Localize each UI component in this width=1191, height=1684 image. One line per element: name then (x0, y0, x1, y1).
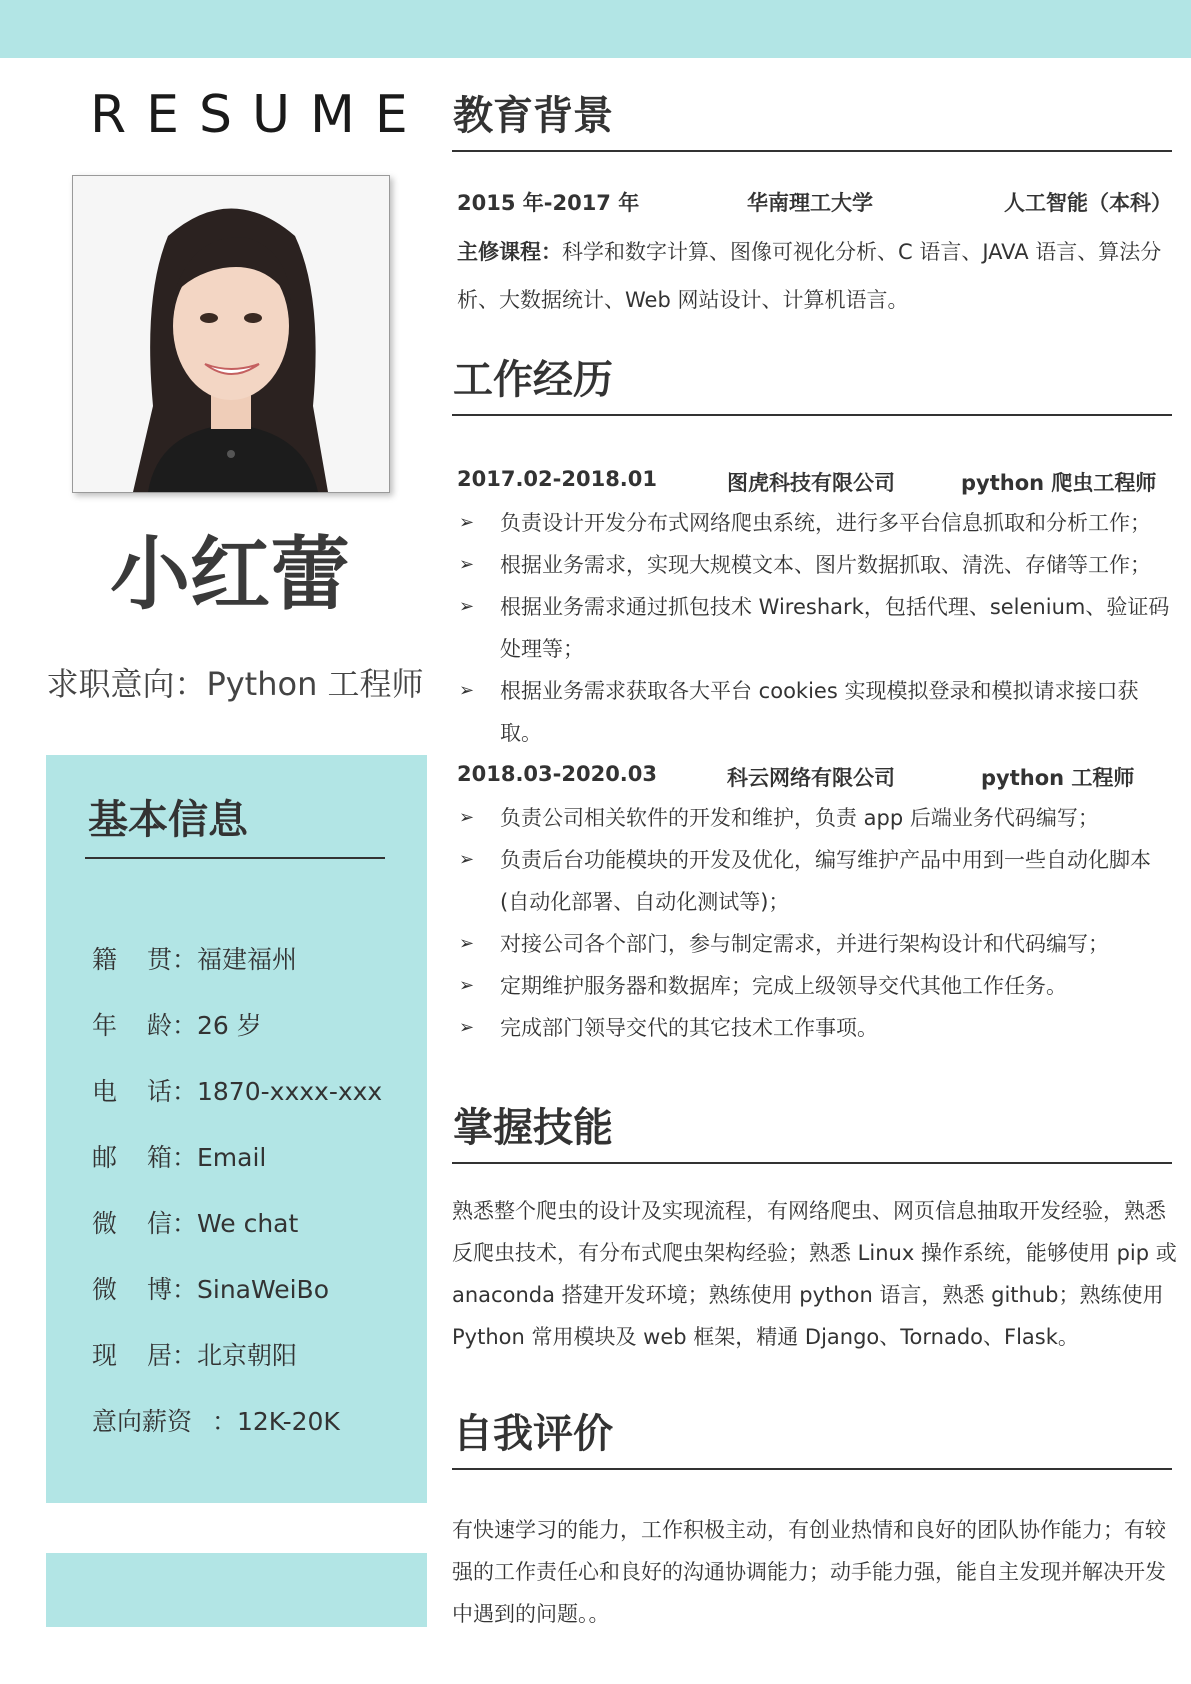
arrow-bullet-icon: ➢ (459, 975, 475, 996)
self-eval-heading: 自我评价 (453, 1411, 613, 1457)
education-divider (452, 150, 1172, 152)
info-label: 微信 (92, 1209, 172, 1238)
list-item: ➢ 对接公司各个部门，参与制定需求，并进行架构设计和代码编写； (457, 923, 1179, 965)
list-item: ➢ 定期维护服务器和数据库；完成上级领导交代其他工作任务。 (457, 965, 1179, 1007)
list-item: ➢ 负责公司相关软件的开发和维护，负责 app 后端业务代码编写； (457, 797, 1179, 839)
courses-label: 主修课程： (457, 240, 562, 264)
profile-photo (72, 175, 390, 493)
info-label: 电话 (92, 1077, 172, 1106)
list-item: ➢ 负责设计开发分布式网络爬虫系统，进行多平台信息抓取和分析工作； (457, 502, 1179, 544)
info-value: ：SinaWeiBo (172, 1275, 330, 1304)
arrow-bullet-icon: ➢ (459, 933, 475, 954)
courses-text: 科学和数字计算、图像可视化分析、C 语言、JAVA 语言、算法分析、大数据统计、Web 网站设计、计算机语言。 (457, 240, 1162, 312)
info-label: 现居 (92, 1341, 172, 1370)
list-item: ➢ 完成部门领导交代的其它技术工作事项。 (457, 1007, 1179, 1049)
job-title: python 爬虫工程师 (961, 471, 1157, 495)
arrow-bullet-icon: ➢ (459, 554, 475, 575)
list-item: ➢ 根据业务需求，实现大规模文本、图片数据抓取、清洗、存储等工作； (457, 544, 1179, 586)
info-label: 微博 (92, 1275, 172, 1304)
self-eval-text: 有快速学习的能力，工作积极主动，有创业热情和良好的团队协作能力；有较强的工作责任心和良好的沟通协调能力；动手能力强，能自主发现并解决开发中遇到的问题。。 (452, 1518, 1166, 1626)
info-value: ：12K-20K (212, 1407, 340, 1436)
info-row-phone (92, 1062, 382, 1128)
work-divider (452, 414, 1172, 416)
info-value: ：1870-xxxx-xxx (172, 1077, 383, 1106)
education-major: 人工智能（本科） (1004, 191, 1172, 215)
info-row-email (92, 1128, 382, 1194)
top-accent-band (0, 0, 1191, 58)
skills-heading: 掌握技能 (453, 1105, 613, 1151)
basic-info-heading: 基本信息 (88, 797, 248, 843)
basic-info-divider (85, 857, 385, 859)
info-label: 邮箱 (92, 1143, 172, 1172)
skills-text: 熟悉整个爬虫的设计及实现流程，有网络爬虫、网页信息抽取开发经验，熟悉反爬虫技术，有分布式爬虫架构经验；熟悉 Linux 操作系统，能够使用 pip 或 anaconda 搭建开发环境；熟练使用 python 语言，熟悉 github；熟练使用 Python 常用模块及 web 框架，精通 Django、Tornado、Flask。 (452, 1199, 1177, 1349)
info-row-residence (92, 1326, 382, 1392)
basic-info-list (92, 930, 382, 1458)
job-intent: 求职意向：Python 工程师 (46, 665, 424, 703)
job-duties-list (457, 502, 1179, 754)
info-label: 籍贯 (92, 945, 172, 974)
job-duties-list (457, 797, 1179, 1049)
self-eval-divider (452, 1468, 1172, 1470)
info-value: ：福建福州 (172, 945, 298, 974)
education-courses (457, 228, 1179, 324)
job-title: python 工程师 (981, 766, 1135, 790)
job-period: 2018.03-2020.03 (457, 762, 658, 786)
arrow-bullet-icon: ➢ (459, 849, 475, 870)
education-summary (457, 187, 1172, 223)
work-heading: 工作经历 (453, 357, 613, 403)
info-label: 年龄 (92, 1011, 172, 1040)
info-row-hometown (92, 930, 382, 996)
job-period: 2017.02-2018.01 (457, 467, 658, 491)
skills-divider (452, 1162, 1172, 1164)
info-row-wechat (92, 1194, 382, 1260)
list-item: ➢ 根据业务需求通过抓包技术 Wireshark，包括代理、selenium、验证码处理等； (457, 586, 1179, 670)
list-item: ➢ 负责后台功能模块的开发及优化，编写维护产品中用到一些自动化脚本(自动化部署、自动化测试等)； (457, 839, 1179, 923)
info-row-weibo (92, 1260, 382, 1326)
info-row-salary (92, 1392, 382, 1458)
arrow-bullet-icon: ➢ (459, 807, 475, 828)
person-name: 小红蕾 (110, 528, 350, 621)
education-school: 华南理工大学 (747, 191, 873, 215)
info-row-age (92, 996, 382, 1062)
job-company: 科云网络有限公司 (727, 766, 895, 790)
job-header (457, 762, 1172, 798)
education-period: 2015 年-2017 年 (457, 191, 640, 215)
info-label: 意向薪资 (92, 1407, 193, 1436)
info-value: ：We chat (172, 1209, 299, 1238)
list-item: ➢ 根据业务需求获取各大平台 cookies 实现模拟登录和模拟请求接口获取。 (457, 670, 1179, 754)
arrow-bullet-icon: ➢ (459, 680, 475, 701)
info-value: ：26 岁 (172, 1011, 262, 1040)
bottom-accent-panel (46, 1553, 427, 1627)
arrow-bullet-icon: ➢ (459, 596, 475, 617)
info-value: ：北京朝阳 (172, 1341, 298, 1370)
resume-title: RESUME (90, 85, 428, 145)
education-heading: 教育背景 (453, 93, 613, 139)
arrow-bullet-icon: ➢ (459, 512, 475, 533)
job-company: 图虎科技有限公司 (727, 471, 895, 495)
arrow-bullet-icon: ➢ (459, 1017, 475, 1038)
info-value: ：Email (172, 1143, 267, 1172)
job-header (457, 467, 1172, 503)
